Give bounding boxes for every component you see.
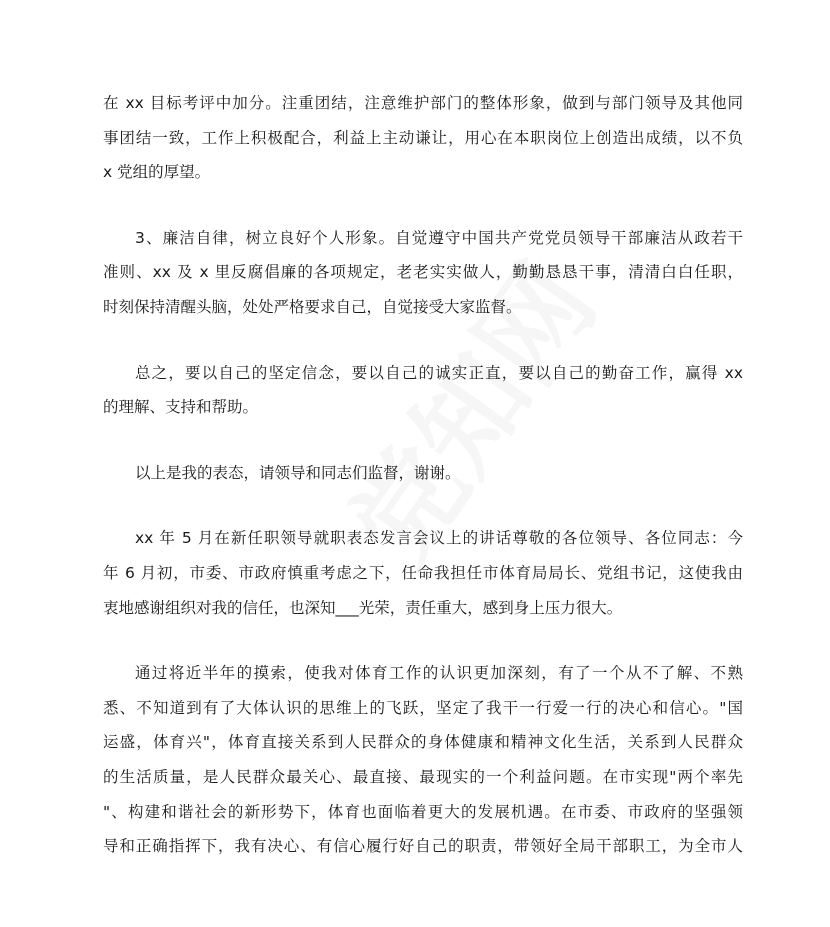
text-line: xx 年 5 月在新任职领导就职表态发言会议上的讲话尊敬的各位领导、各位同志：今 <box>135 529 743 548</box>
text-line: 通过将近半年的摸索，使我对体育工作的认识更加深刻，有了一个从不了解、不熟 <box>135 664 743 683</box>
paragraph <box>103 221 743 325</box>
text-line: 衷地感谢组织对我的信任，也深知___光荣，责任重大，感到身上压力很大。 <box>103 598 623 617</box>
text-line: 以上是我的表态，请领导和同志们监督，谢谢。 <box>135 463 461 482</box>
text-line: 时刻保持清醒头脑，处处严格要求自己，自觉接受大家监督。 <box>103 297 522 316</box>
text-line: 事团结一致，工作上积极配合，利益上主动谦让，用心在本职岗位上创造出成绩，以不负 <box>103 128 743 147</box>
paragraph <box>103 521 743 625</box>
text-line: 导和正确指挥下，我有决心、有信心履行好自己的职责，带领好全局干部职工，为全市人 <box>103 837 743 856</box>
text-line: 的理解、支持和帮助。 <box>103 398 259 417</box>
text-line: 3、廉洁自律，树立良好个人形象。自觉遵守中国共产党党员领导干部廉洁从政若干 <box>135 228 743 247</box>
text-line: "、构建和谐社会的新形势下，体育也面临着更大的发展机遇。在市委、市政府的坚强领 <box>103 802 743 821</box>
text-line: 在 xx 目标考评中加分。注重团结，注意维护部门的整体形象，做到与部门领导及其他同 <box>103 94 743 112</box>
text-line: 总之，要以自己的坚定信念，要以自己的诚实正直，要以自己的勤奋工作，赢得 xx <box>135 363 743 382</box>
paragraph <box>103 656 743 864</box>
text-line: 悉、不知道到有了大体认识的思维上的飞跃，坚定了我干一行爱一行的决心和信心。"国 <box>103 698 743 717</box>
text-line: 运盛，体育兴"，体育直接关系到人民群众的身体健康和精神文化生活，关系到人民群众 <box>103 733 743 752</box>
paragraph <box>103 356 743 425</box>
text-line: 的生活质量，是人民群众最关心、最直接、最现实的一个利益问题。在市实现"两个率先 <box>103 767 743 786</box>
text-line: x 党组的厚望。 <box>103 163 211 182</box>
paragraph <box>103 86 743 190</box>
document-page <box>103 86 743 895</box>
text-line: 准则、xx 及 x 里反腐倡廉的各项规定，老老实实做人，勤勤恳恳干事，清清白白任职， <box>103 263 743 282</box>
paragraph <box>103 456 743 491</box>
text-line: 年 6 月初，市委、市政府慎重考虑之下，任命我担任市体育局局长、党组书记，这使我由 <box>103 563 743 582</box>
